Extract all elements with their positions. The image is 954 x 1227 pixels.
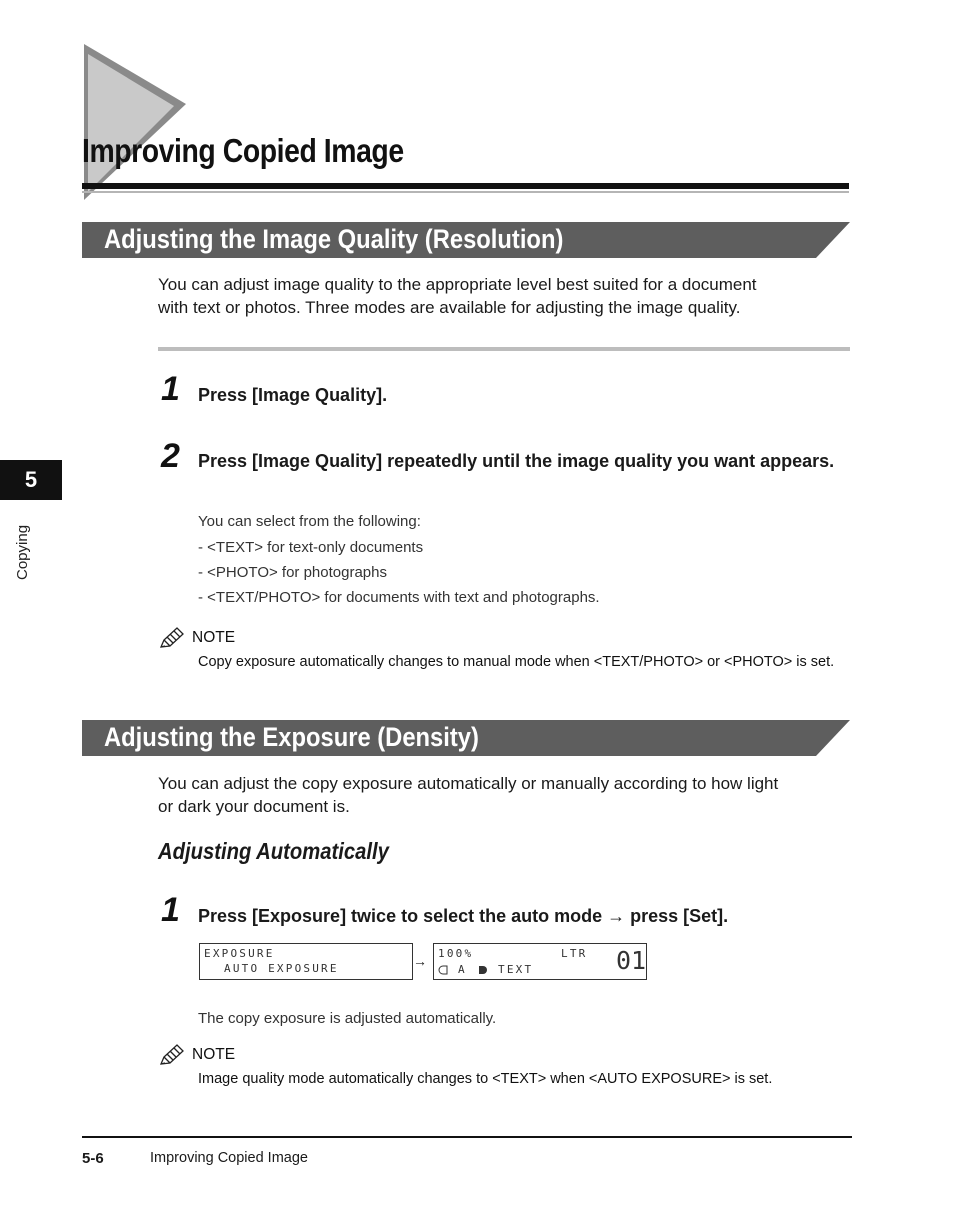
pencil-note-icon: [158, 626, 186, 650]
chapter-triangle-decoration: [82, 44, 192, 200]
note-text: Image quality mode automatically changes to <TEXT> when <AUTO EXPOSURE> is set.: [198, 1071, 773, 1087]
section-intro: You can adjust the copy exposure automatically or manually according to how light or dark your document is.: [158, 774, 779, 816]
note-label: NOTE: [192, 629, 236, 646]
footer-rule: [82, 1136, 852, 1138]
step-instruction: Press [Exposure] twice to select the auto mode → press [Set].: [198, 906, 729, 926]
chapter-rule-secondary: [82, 191, 849, 193]
step-number: 2: [161, 437, 180, 475]
chapter-rule: [82, 183, 849, 189]
footer-chapter-title: Improving Copied Image: [150, 1150, 308, 1166]
step-instruction: Press [Image Quality] repeatedly until the image quality you want appears.: [198, 451, 835, 471]
page-number: 5-6: [82, 1150, 104, 1167]
options-lead: You can select from the following:: [198, 513, 421, 530]
note-text: Copy exposure automatically changes to manual mode when <TEXT/PHOTO> or <PHOTO> is set.: [198, 654, 835, 670]
procedure-rule: [158, 347, 850, 351]
section-heading-bar: [82, 720, 850, 756]
exposure-light-icon: [438, 965, 448, 975]
note-label: NOTE: [192, 1046, 236, 1063]
lcd-line: AUTO EXPOSURE: [224, 962, 339, 975]
section-intro: You can adjust image quality to the appropriate level best suited for a document with text or photos. Three modes are available for adjusting the image quality.: [158, 275, 757, 317]
option-item: - <PHOTO> for photographs: [198, 564, 387, 581]
section-title-image-quality: Adjusting the Image Quality (Resolution): [104, 224, 564, 254]
lcd-display-standby: [433, 943, 647, 980]
exposure-dark-icon: [478, 965, 488, 975]
subsection-title: Adjusting Automatically: [158, 838, 389, 864]
lcd-paper-size: LTR: [561, 947, 588, 960]
result-text: The copy exposure is adjusted automatically.: [198, 1010, 497, 1027]
chapter-tab-number: 5: [0, 460, 62, 500]
lcd-quality-mode: TEXT: [498, 963, 534, 976]
lcd-exposure-mode: A: [458, 963, 467, 976]
step-number: 1: [161, 891, 180, 929]
lcd-zoom: 100%: [438, 947, 474, 960]
option-item: - <TEXT> for text-only documents: [198, 539, 424, 556]
step-instruction: Press [Image Quality].: [198, 385, 388, 405]
option-item: - <TEXT/PHOTO> for documents with text and photographs.: [198, 589, 600, 606]
step-number: 1: [161, 370, 180, 408]
pencil-note-icon: [158, 1043, 186, 1067]
arrow-right-icon: →: [413, 953, 427, 969]
chapter-title: Improving Copied Image: [82, 132, 404, 169]
lcd-copy-count: 01: [616, 946, 647, 975]
chapter-tab-label: Copying: [14, 524, 31, 580]
section-heading-bar: [82, 222, 850, 258]
lcd-display-exposure: [199, 943, 413, 980]
lcd-line: EXPOSURE: [204, 947, 275, 960]
section-title-exposure: Adjusting the Exposure (Density): [104, 722, 479, 752]
